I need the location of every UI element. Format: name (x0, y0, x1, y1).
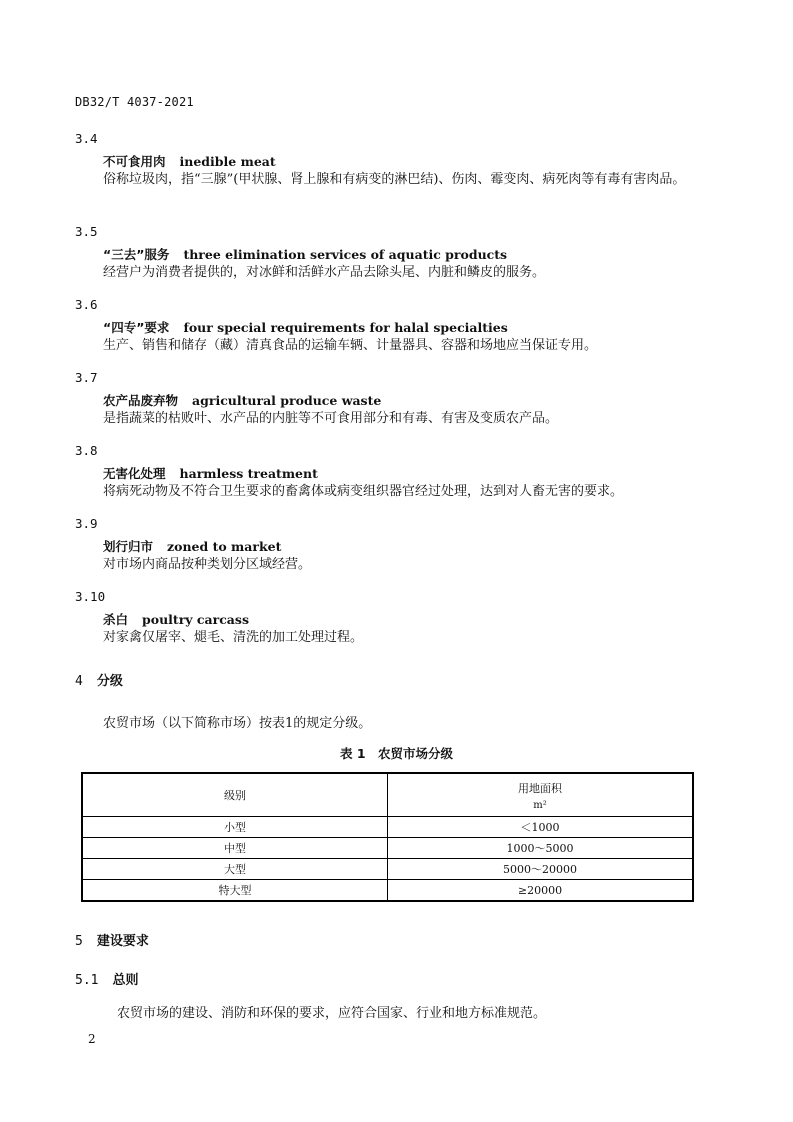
term-number: 3.8 (75, 443, 98, 458)
table-header-row (82, 773, 693, 817)
area-cell: 5000～20000 (388, 859, 694, 880)
section-title: 建设要求 (96, 934, 149, 949)
term-en: four special requirements for halal specialties (183, 320, 508, 335)
term-cn: 杀白 (103, 612, 129, 627)
table-row (82, 859, 693, 880)
term-definition: 俗称垃圾肉，指“三腺”(甲状腺、肾上腺和有病变的淋巴结)、伤肉、霉变肉、病死肉等有毒有害肉品。 (103, 172, 686, 187)
term-en: agricultural produce waste (192, 393, 382, 408)
term-title (103, 537, 281, 555)
grading-table (81, 772, 694, 902)
table-row (82, 880, 693, 902)
term-en: zoned to market (167, 539, 282, 554)
term-en: poultry carcass (142, 612, 249, 627)
grade-cell: 小型 (82, 817, 388, 838)
term-title (103, 391, 381, 409)
section-number: 4 (75, 674, 83, 689)
area-cell: ＜1000 (388, 817, 694, 838)
term-definition: 经营户为消费者提供的，对冰鲜和活鲜水产品去除头尾、内脏和鳞皮的服务。 (103, 265, 546, 280)
term-number: 3.6 (75, 297, 98, 312)
term-en: harmless treatment (179, 466, 318, 481)
subsection-title: 总则 (112, 973, 139, 988)
term-number: 3.7 (75, 370, 98, 385)
term-number: 3.9 (75, 516, 98, 531)
term-number: 3.4 (75, 131, 98, 146)
term-en: inedible meat (179, 154, 276, 169)
subsection-number: 5.1 (75, 973, 99, 988)
term-number: 3.5 (75, 224, 98, 239)
section-paragraph: 农贸市场（以下简称市场）按表1的规定分级。 (103, 716, 372, 731)
subsection-heading (75, 969, 139, 988)
area-cell: 1000～5000 (388, 838, 694, 859)
term-definition: 生产、销售和储存（藏）清真食品的运输车辆、计量器具、容器和场地应当保证专用。 (103, 338, 598, 353)
header-cell-grade: 级别 (82, 773, 388, 817)
grade-cell: 中型 (82, 838, 388, 859)
term-title (103, 610, 249, 628)
header-cell-area (388, 773, 694, 817)
table-row (82, 817, 693, 838)
table-row (82, 838, 693, 859)
term-cn: 划行归市 (103, 539, 154, 554)
term-title (103, 464, 318, 482)
section-heading (75, 930, 149, 949)
term-en: three elimination services of aquatic products (183, 247, 508, 262)
term-definition: 是指蔬菜的枯败叶、水产品的内脏等不可食用部分和有毒、有害及变质农产品。 (103, 411, 559, 426)
term-title (103, 152, 276, 170)
term-definition: 对市场内商品按种类划分区域经营。 (103, 557, 312, 572)
term-cn: “三去”服务 (103, 247, 170, 262)
grade-cell: 特大型 (82, 880, 388, 902)
term-definition: 对家禽仅屠宰、煺毛、清洗的加工处理过程。 (103, 630, 364, 645)
term-title (103, 318, 508, 336)
page-number: 2 (88, 1032, 96, 1046)
section-paragraph: 农贸市场的建设、消防和环保的要求，应符合国家、行业和地方标准规范。 (117, 1006, 547, 1021)
grade-cell: 大型 (82, 859, 388, 880)
section-heading (75, 670, 123, 689)
area-cell: ≥20000 (388, 880, 694, 902)
term-cn: 农产品废弃物 (103, 393, 179, 408)
standard-code-header: DB32/T 4037-2021 (75, 95, 194, 109)
area-label: 用地面积 (518, 781, 562, 795)
area-unit: m² (533, 799, 547, 811)
term-definition: 将病死动物及不符合卫生要求的畜禽体或病变组织器官经过处理，达到对人畜无害的要求。 (103, 484, 624, 499)
term-cn: 无害化处理 (103, 466, 166, 481)
term-cn: “四专”要求 (103, 320, 170, 335)
term-cn: 不可食用肉 (103, 154, 166, 169)
term-title (103, 245, 507, 263)
section-number: 5 (75, 934, 83, 949)
term-number: 3.10 (75, 589, 106, 604)
table-caption: 表 1 农贸市场分级 (339, 746, 454, 761)
section-title: 分级 (96, 674, 123, 689)
